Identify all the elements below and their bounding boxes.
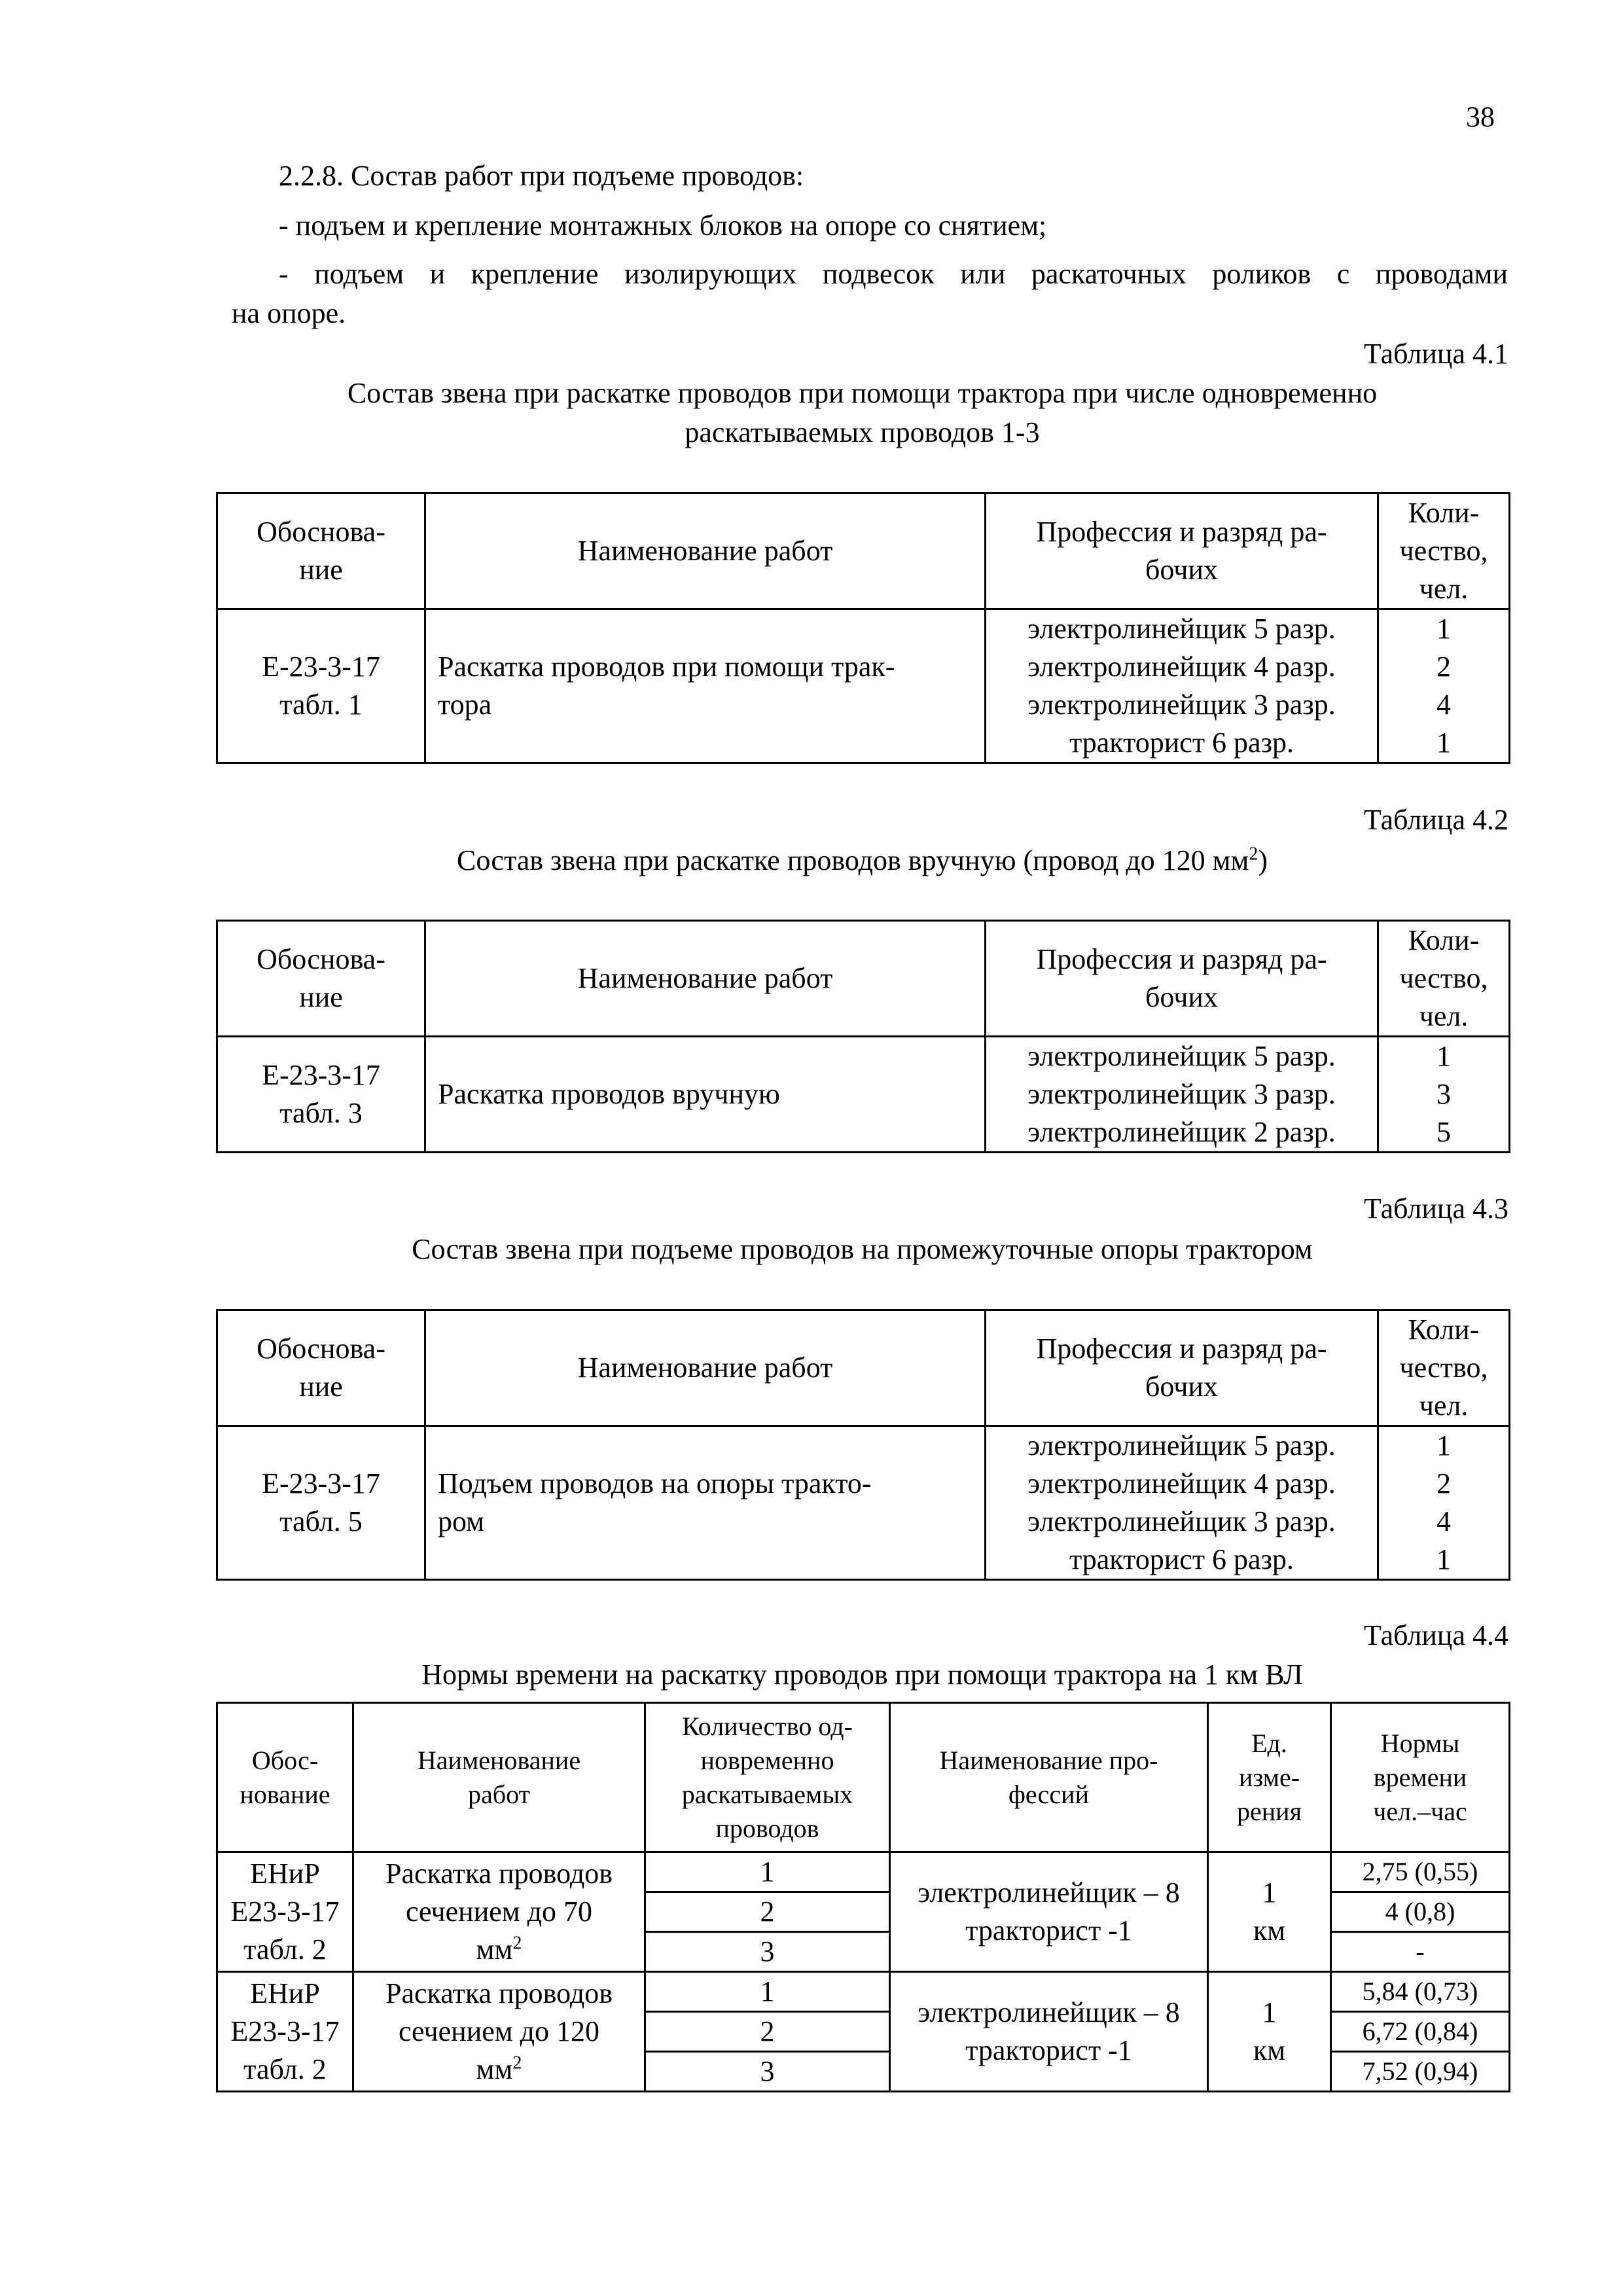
header-basis: Обоснова- ние <box>217 493 425 609</box>
header-work: Наименование работ <box>353 1703 645 1852</box>
cell-work: Раскатка проводов сечением до 120 $мм^2$ <box>353 1972 645 2092</box>
table-label: Таблица 4.1 <box>1363 338 1508 370</box>
header-wire-count: Количество од- новременно раскатываемых проводов <box>645 1703 890 1852</box>
cell-wire-count: 2 <box>645 2012 890 2052</box>
cell-professions: электролинейщик – 8 тракторист -1 <box>890 1972 1208 2092</box>
cell-basis: ЕНиР Е23-3-17 табл. 2 <box>217 1852 353 1972</box>
table-row <box>217 1972 1510 2012</box>
header-basis: Обос- нование <box>217 1703 353 1852</box>
cell-wire-count: 1 <box>645 1852 890 1892</box>
table-label: Таблица 4.3 <box>1363 1193 1508 1225</box>
cell-professions: электролинейщик 5 разр. электролинейщик 4 разр. электролинейщик 3 разр. тракторист 6 разр. <box>986 609 1378 763</box>
header-work: Наименование работ <box>425 493 986 609</box>
table-4-2 <box>216 920 1510 1153</box>
cell-wire-count: 3 <box>645 2052 890 2092</box>
cell-counts: 1 3 5 <box>1378 1037 1510 1153</box>
cell-basis: ЕНиР Е23-3-17 табл. 2 <box>217 1972 353 2092</box>
cell-norm: 5,84 (0,73) <box>1331 1972 1510 2012</box>
header-count: Коли- чество, чел. <box>1378 1310 1510 1426</box>
header-basis: Обоснова- ние <box>217 921 425 1037</box>
cell-norm: 7,52 (0,94) <box>1331 2052 1510 2092</box>
bullet-item: - подъем и крепление монтажных блоков на опоре со снятием; <box>279 209 1047 242</box>
table-title: раскатываемых проводов 1-3 <box>685 416 1040 448</box>
header-count: Коли- чество, чел. <box>1378 493 1510 609</box>
table-4-4 <box>216 1702 1510 2092</box>
cell-professions: электролинейщик – 8 тракторист -1 <box>890 1852 1208 1972</box>
table-row <box>217 1037 1510 1153</box>
cell-unit: 1 км <box>1208 1972 1331 2092</box>
cell-professions: электролинейщик 5 разр. электролинейщик 4 разр. электролинейщик 3 разр. тракторист 6 разр. <box>986 1426 1378 1580</box>
header-professions: Наименование про- фессий <box>890 1703 1208 1852</box>
header-unit: Ед. изме- рения <box>1208 1703 1331 1852</box>
page-number: 38 <box>1466 101 1495 133</box>
table-title: Состав звена при раскатке проводов вручную (провод до 120 $мм^2$) <box>456 844 1268 876</box>
bullet-item: - подъем и крепление изолирующих подвесок или раскаточных роликов с проводами <box>279 258 1508 290</box>
table-header-row <box>217 493 1510 609</box>
table-header-row <box>217 1703 1510 1852</box>
cell-wire-count: 3 <box>645 1932 890 1972</box>
header-basis: Обоснова- ние <box>217 1310 425 1426</box>
table-row <box>217 1426 1510 1580</box>
cell-norm: 4 (0,8) <box>1331 1892 1510 1932</box>
table-label: Таблица 4.2 <box>1363 804 1508 836</box>
table-title: Состав звена при подъеме проводов на промежуточные опоры трактором <box>412 1233 1313 1265</box>
cell-norm: - <box>1331 1932 1510 1972</box>
cell-wire-count: 2 <box>645 1892 890 1932</box>
cell-basis: Е-23-3-17 табл. 5 <box>217 1426 425 1580</box>
header-work: Наименование работ <box>425 921 986 1037</box>
header-profession: Профессия и разряд ра- бочих <box>986 493 1378 609</box>
table-4-3 <box>216 1309 1510 1581</box>
cell-basis: Е-23-3-17 табл. 1 <box>217 609 425 763</box>
header-work: Наименование работ <box>425 1310 986 1426</box>
cell-norm: 6,72 (0,84) <box>1331 2012 1510 2052</box>
cell-counts: 1 2 4 1 <box>1378 1426 1510 1580</box>
header-norms: Нормы времени чел.–час <box>1331 1703 1510 1852</box>
table-row <box>217 1852 1510 1892</box>
section-heading: 2.2.8. Состав работ при подъеме проводов: <box>279 160 804 192</box>
cell-work: Раскатка проводов вручную <box>425 1037 986 1153</box>
table-label: Таблица 4.4 <box>1363 1619 1508 1651</box>
cell-counts: 1 2 4 1 <box>1378 609 1510 763</box>
table-title: Состав звена при раскатке проводов при помощи трактора при числе одновременно <box>347 377 1378 409</box>
table-4-1 <box>216 492 1510 764</box>
header-count: Коли- чество, чел. <box>1378 921 1510 1037</box>
cell-norm: 2,75 (0,55) <box>1331 1852 1510 1892</box>
table-title: Нормы времени на раскатку проводов при помощи трактора на 1 км ВЛ <box>421 1659 1303 1691</box>
cell-unit: 1 км <box>1208 1852 1331 1972</box>
header-profession: Профессия и разряд ра- бочих <box>986 921 1378 1037</box>
header-profession: Профессия и разряд ра- бочих <box>986 1310 1378 1426</box>
bullet-item-continuation: на опоре. <box>232 297 346 329</box>
cell-wire-count: 1 <box>645 1972 890 2012</box>
table-header-row <box>217 921 1510 1037</box>
cell-work: Подъем проводов на опоры тракто- ром <box>425 1426 986 1580</box>
table-row <box>217 609 1510 763</box>
cell-work: Раскатка проводов сечением до 70 $мм^2$ <box>353 1852 645 1972</box>
cell-professions: электролинейщик 5 разр. электролинейщик 3 разр. электролинейщик 2 разр. <box>986 1037 1378 1153</box>
cell-work: Раскатка проводов при помощи трак- тора <box>425 609 986 763</box>
table-header-row <box>217 1310 1510 1426</box>
cell-basis: Е-23-3-17 табл. 3 <box>217 1037 425 1153</box>
